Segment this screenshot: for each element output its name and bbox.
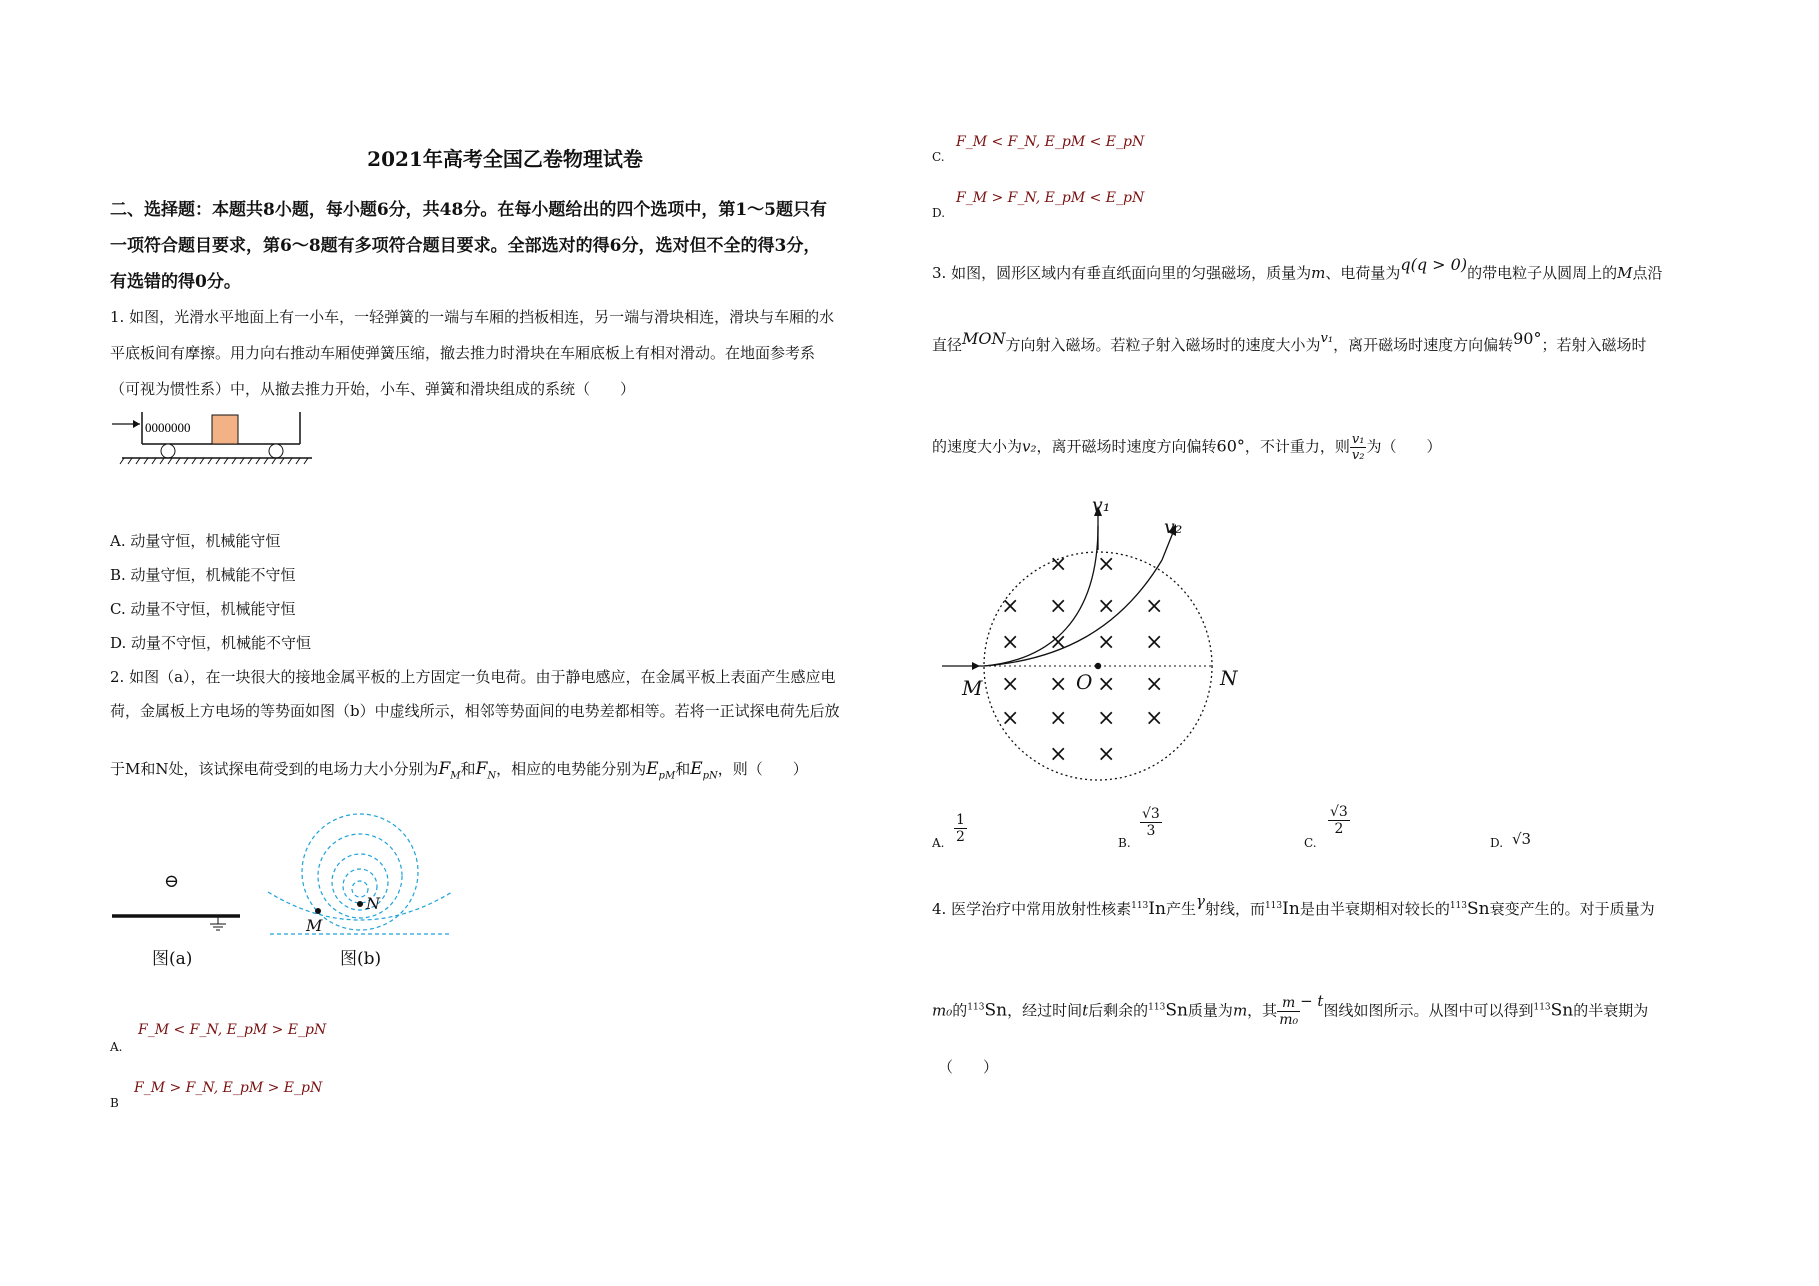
field-cross: ×	[1097, 552, 1116, 577]
svg-text:0000000: 0000000	[145, 420, 191, 435]
q3-option-c-fraction: $\frac{√3}{2}$	[1330, 804, 1348, 837]
q1-option-a: A. 动量守恒，机械能守恒	[110, 532, 281, 550]
fig-a-label: 图(a)	[152, 949, 193, 969]
q3-option-d: √3	[1512, 830, 1532, 848]
q2-option-d: F_M > F_N, E_pM < E_pN	[956, 190, 1145, 206]
field-cross: ×	[1049, 552, 1068, 577]
q2-line-1: 2. 如图（a），在一块很大的接地金属平板的上方固定一负电荷。由于静电感应，在金属平板上表面产生感应电	[110, 668, 836, 686]
q2-option-c-letter: C.	[932, 150, 945, 164]
point-M-label: M	[306, 916, 323, 935]
field-cross: ×	[1049, 706, 1068, 731]
q2-option-b: F_M > F_N, E_pM > E_pN	[134, 1080, 323, 1096]
field-cross: ×	[1145, 672, 1164, 697]
field-cross: ×	[1097, 742, 1116, 767]
field-cross: ×	[1145, 706, 1164, 731]
q2-option-c: F_M < F_N, E_pM < E_pN	[956, 134, 1145, 150]
q1-line-1: 1. 如图，光滑水平地面上有一小车，一轻弹簧的一端与车厢的挡板相连，另一端与滑块相连，滑块与车厢的水	[110, 308, 835, 326]
q1-option-d: D. 动量不守恒，机械能不守恒	[110, 634, 312, 652]
point-N-label: N	[366, 894, 380, 913]
q1-option-b: B. 动量守恒，机械能不守恒	[110, 566, 296, 584]
q2-figure-a	[110, 870, 250, 930]
field-cross: ×	[1001, 594, 1020, 619]
field-cross: ×	[1145, 594, 1164, 619]
section-line-1: 二、选择题：本题共8小题，每小题6分，共48分。在每小题给出的四个选项中，第1～5题只有	[110, 200, 827, 220]
q4-line-3: （ ）	[938, 1058, 999, 1076]
q3-option-c-letter: C.	[1304, 836, 1317, 850]
q1-cart-figure	[112, 404, 312, 474]
fig-v2-label: v₂	[1164, 516, 1183, 538]
q4-mass-ratio-fraction: $\frac{m}{\text{m₀}}$	[1279, 995, 1299, 1028]
field-cross: ×	[1001, 630, 1020, 655]
q4-line-1: 4. 医学治疗中常用放射性核素$^{113}$In产生γ射线，而$^{113}$In是由半衰期相对较长的$^{113}$Sn衰变产生的。对于质量为	[932, 892, 1655, 919]
q3-option-a-letter: A.	[932, 836, 945, 850]
q3-option-a-fraction: $\frac{1}{2}$	[956, 812, 965, 845]
page-title: 2021年高考全国乙卷物理试卷	[367, 147, 643, 171]
field-cross: ×	[1097, 594, 1116, 619]
fig-N-label: N	[1220, 666, 1238, 690]
q3-line-1: 3. 如图，圆形区域内有垂直纸面向里的匀强磁场，质量为m、电荷量为q(q > 0)的带电粒子从圆周上的M点沿	[932, 255, 1663, 282]
q3-line-3: 的速度大小为v₂，离开磁场时速度方向偏转60°，不计重力，则 $\frac{\text{v₁}}{\text{v₂}}$ 为（ ）	[932, 432, 1442, 463]
q2-option-a: F_M < F_N, E_pM > E_pN	[138, 1022, 327, 1038]
q2-option-a-letter: A.	[110, 1040, 123, 1054]
q1-option-c: C. 动量不守恒，机械能守恒	[110, 600, 296, 618]
field-cross: ×	[1097, 630, 1116, 655]
q2-line-3: 于M和N处，该试探电荷受到的电场力大小分别为$F_M$和$F_N$，相应的电势能分别为$E_{pM}$和$E_{pN}$，则（ ）	[110, 759, 808, 782]
q3-option-b-letter: B.	[1118, 836, 1131, 850]
q3-line-2: 直径MON方向射入磁场。若粒子射入磁场时的速度大小为v₁，离开磁场时速度方向偏转90°；若射入磁场时	[932, 329, 1647, 354]
field-cross: ×	[1049, 672, 1068, 697]
field-cross: ×	[1049, 742, 1068, 767]
q1-line-2: 平底板间有摩擦。用力向右推动车厢使弹簧压缩，撤去推力时滑块在车厢底板上有相对滑动。在地面参考系	[110, 344, 816, 362]
q2-option-d-letter: D.	[932, 206, 946, 220]
field-cross: ×	[1097, 672, 1116, 697]
negative-charge: ⊖	[164, 871, 180, 892]
fig-v1-label: v₁	[1092, 494, 1111, 516]
field-cross: ×	[1097, 706, 1116, 731]
section-line-3: 有选错的得0分。	[110, 272, 241, 292]
field-cross: ×	[1145, 630, 1164, 655]
field-cross: ×	[1049, 594, 1068, 619]
q3-option-b-fraction: $\frac{√3}{3}$	[1142, 806, 1160, 839]
q4-line-2: m₀的$^{113}$Sn，经过时间t后剩余的$^{113}$Sn质量为m，其 $\frac{m}{\text{m₀}}$ − t图线如图所示。从图中可以得到$^{113}$Sn的半衰期为	[932, 991, 1649, 1028]
field-cross: ×	[1001, 706, 1020, 731]
q2-option-b-letter: B	[110, 1096, 119, 1110]
field-cross: ×	[1049, 630, 1068, 655]
fig-O-label: O	[1076, 670, 1093, 694]
q2-figure-b	[266, 808, 456, 938]
q1-line-3: （可视为惯性系）中，从撤去推力开始，小车、弹簧和滑块组成的系统（ ）	[110, 380, 636, 398]
fig-M-label: M	[962, 676, 983, 700]
section-line-2: 一项符合题目要求，第6～8题有多项符合题目要求。全部选对的得6分，选对但不全的得3分，	[110, 236, 821, 256]
fig-b-label: 图(b)	[340, 949, 382, 969]
q3-ratio-fraction: $\frac{\text{v₁}}{\text{v₂}}$	[1351, 432, 1365, 463]
field-cross: ×	[1001, 672, 1020, 697]
q2-line-2: 荷，金属板上方电场的等势面如图（b）中虚线所示，相邻等势面间的电势差都相等。若将一正试探电荷先后放	[110, 702, 840, 720]
q3-magnetic-field-figure	[940, 490, 1240, 790]
q3-option-d-letter: D.	[1490, 836, 1504, 850]
